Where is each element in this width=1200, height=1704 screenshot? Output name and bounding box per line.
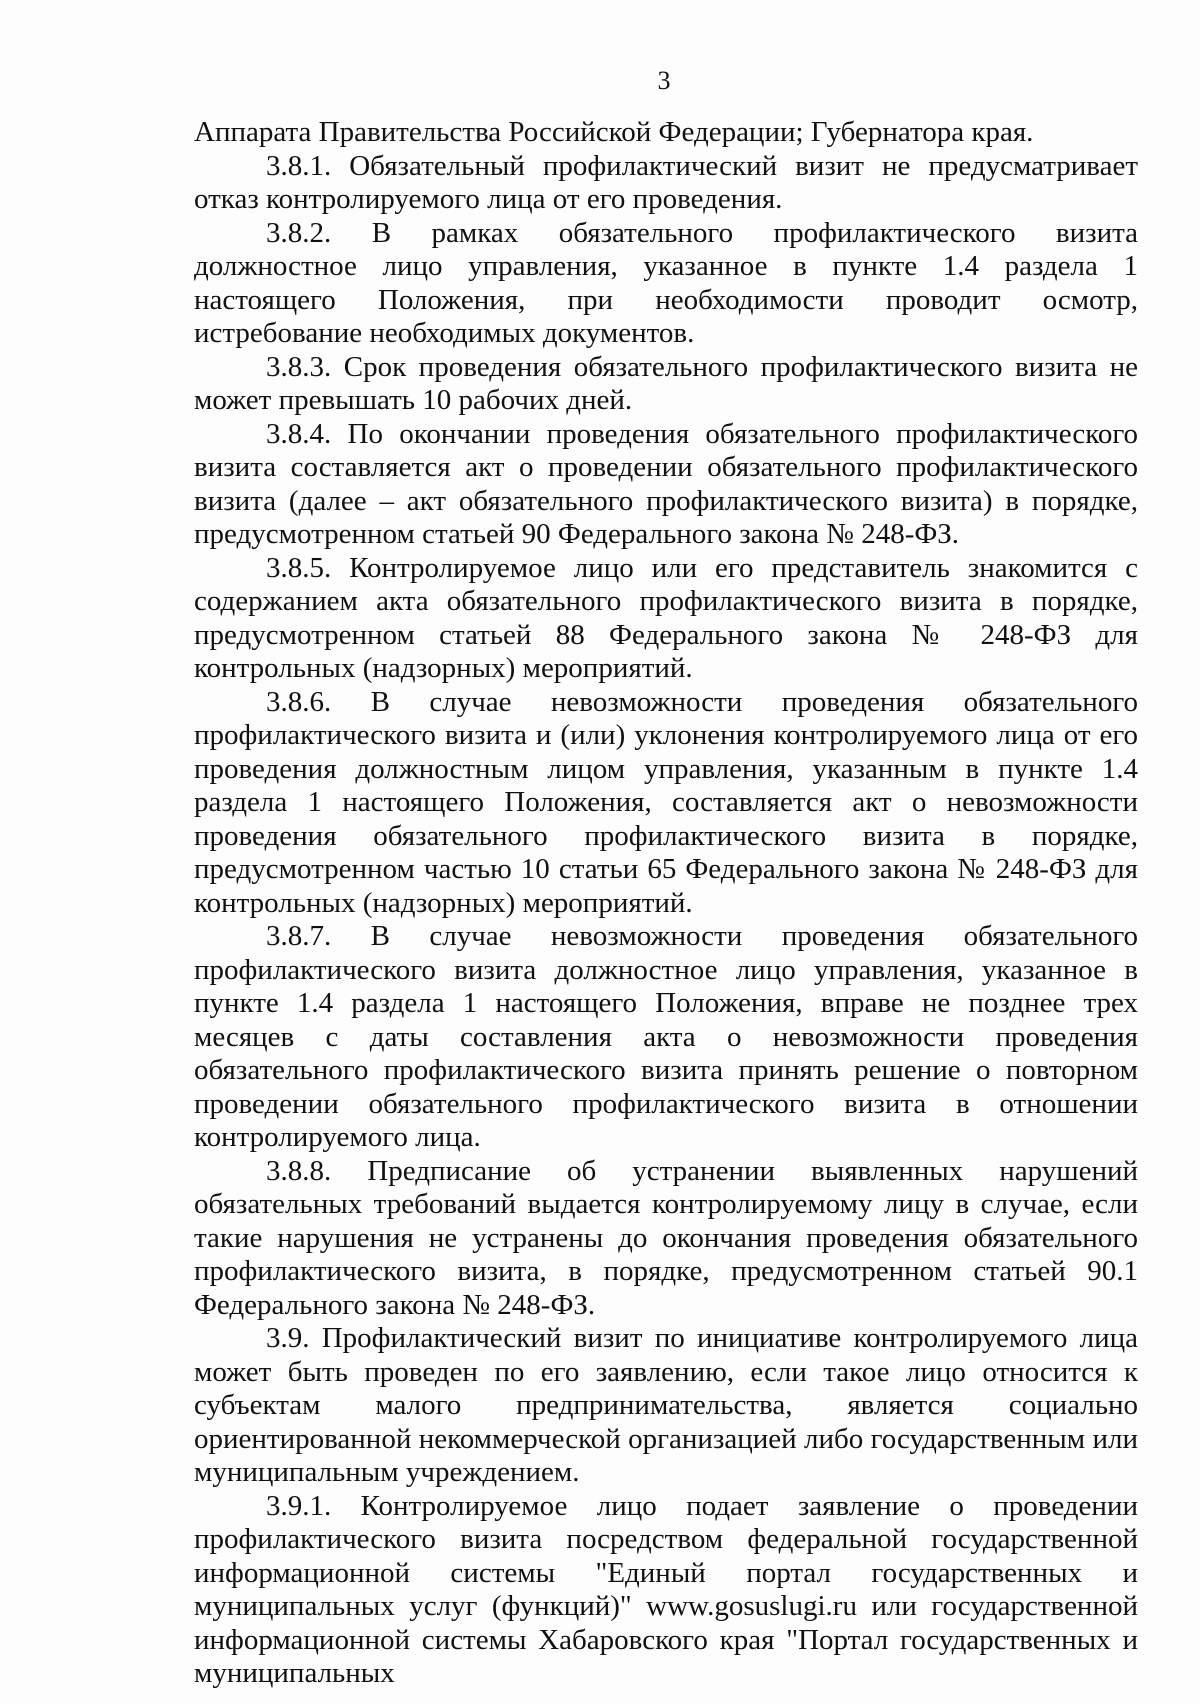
paragraph-3-8-4: 3.8.4. По окончании проведения обязательного профилактического визита составляется акт о проведении обязательного профилактического визита (далее – акт обязательного профилактического визита) в порядке, предусмотренном статьей 90 Федерального закона № 248-ФЗ. bbox=[194, 417, 1138, 550]
paragraph-3-8-5: 3.8.5. Контролируемое лицо или его представитель знакомится с содержанием акта обязательного профилактического визита в порядке, предусмотренном статьей 88 Федерального закона № 248-ФЗ для контрольных (надзорных) мероприятий. bbox=[194, 551, 1138, 684]
paragraph-3-8-8: 3.8.8. Предписание об устранении выявленных нарушений обязательных требований выдается контролируемому лицу в случае, если такие нарушения не устранены до окончания проведения обязательного профилактического визита, в порядке, предусмотренном статьей 90.1 Федерального закона № 248-ФЗ. bbox=[194, 1154, 1138, 1321]
paragraph-3-8-7: 3.8.7. В случае невозможности проведения обязательного профилактического визита должностное лицо управления, указанное в пункте 1.4 раздела 1 настоящего Положения, вправе не позднее трех месяцев с даты составления акта о невозможности проведения обязательного профилактического визита принять решение о повторном проведении обязательного профилактического визита в отношении контролируемого лица. bbox=[194, 920, 1138, 1153]
paragraph-continuation: Аппарата Правительства Российской Федерации; Губернатора края. bbox=[194, 116, 1034, 148]
page-number: 3 bbox=[657, 66, 671, 95]
paragraph-3-8-1: 3.8.1. Обязательный профилактический визит не предусматривает отказ контролируемого лица от его проведения. bbox=[194, 149, 1138, 215]
paragraph-3-8-3: 3.8.3. Срок проведения обязательного профилактического визита не может превышать 10 рабочих дней. bbox=[194, 350, 1138, 416]
document-body bbox=[194, 116, 1138, 1691]
paragraph-3-8-2: 3.8.2. В рамках обязательного профилактического визита должностное лицо управления, указанное в пункте 1.4 раздела 1 настоящего Положения, при необходимости проводит осмотр, истребование необходимых документов. bbox=[194, 216, 1138, 349]
paragraph-3-9: 3.9. Профилактический визит по инициативе контролируемого лица может быть проведен по его заявлению, если такое лицо относится к субъектам малого предпринимательства, является социально ориентированной некоммерческой организацией либо государственным или муниципальным учреждением. bbox=[194, 1322, 1138, 1488]
paragraph-3-9-1: 3.9.1. Контролируемое лицо подает заявление о проведении профилактического визита посредством федеральной государственной информационной системы "Единый портал государственных и муниципальных услуг (функций)" www.gosuslugi.ru или государственной информационной системы Хабаровского края "Портал государственных и муниципальных bbox=[194, 1489, 1138, 1689]
paragraph-3-8-6: 3.8.6. В случае невозможности проведения обязательного профилактического визита и (или) уклонения контролируемого лица от его проведения должностным лицом управления, указанным в пункте 1.4 раздела 1 настоящего Положения, составляется акт о невозможности проведения обязательного профилактического визита в порядке, предусмотренном частью 10 статьи 65 Федерального закона № 248-ФЗ для контрольных (надзорных) мероприятий. bbox=[194, 685, 1138, 919]
